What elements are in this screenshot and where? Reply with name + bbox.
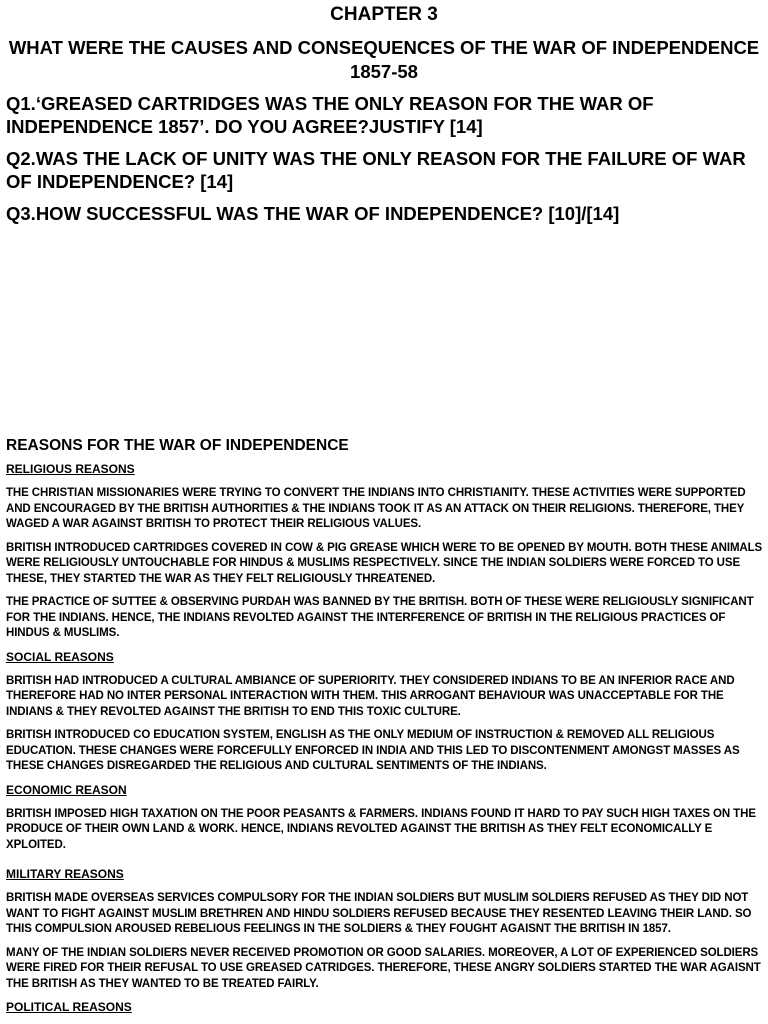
reasons-section [6, 436, 764, 1024]
economic-paragraph-1: BRITISH IMPOSED HIGH TAXATION ON THE POOR PEASANTS & FARMERS. INDIANS FOUND IT HARD TO PAY SUCH HIGH TAXES ON THE PRODUCE OF THEIR OWN LAND & WORK. HENCE, INDIANS REVOLTED AGAINST THE BRITISH AS THEY FELT ECONOMICALLY E XPLOITED. [6, 807, 756, 851]
political-reasons-heading: POLITICAL REASONS [6, 1000, 132, 1014]
question-2: Q2.WAS THE LACK OF UNITY WAS THE ONLY REASON FOR THE FAILURE OF WAR OF INDEPENDENCE? [14] [6, 148, 746, 192]
social-paragraph-2: BRITISH INTRODUCED CO EDUCATION SYSTEM, ENGLISH AS THE ONLY MEDIUM OF INSTRUCTION & REMOVED ALL RELIGIOUS EDUCATION. THESE CHANGES WERE FORCEFULLY ENFORCED IN INDIA AND THIS LED TO DISCONTENMENT AMONGST MASSES AS THESE CHANGES DISREGARDED THE RELIGIOUS AND CULTURAL SENTIMENTS OF THE INDIANS. [6, 729, 740, 772]
economic-reason-heading: ECONOMIC REASON [6, 782, 127, 797]
religious-paragraph-2: BRITISH INTRODUCED CARTRIDGES COVERED IN COW & PIG GREASE WHICH WERE TO BE OPENED BY MOUTH. BOTH THESE ANIMALS WERE RELIGIOUSLY UNTOUCHABLE FOR HINDUS & MUSLIMS RESPECTIVELY. SINCE THE INDIAN SOLDIERS WERE FORCED TO USE THESE, THEY STARTED THE WAR AS THEY FELT RELIGIOUSLY THREATENED. [6, 541, 763, 585]
question-list [6, 92, 762, 234]
religious-paragraph-1: THE CHRISTIAN MISSIONARIES WERE TRYING TO CONVERT THE INDIANS INTO CHRISTIANITY. THESE ACTIVITIES WERE SUPPORTED AND ENCOURAGED BY THE BRITISH AUTHORITIES & THE INDIANS TOOK IT AS AN ATTACK ON THEIR RELIGIONS. THEREFORE, THEY WAGED A WAR AGAINST BRITISH TO PROTECT THEIR RELIGIOUS VALUES. [6, 487, 746, 530]
reasons-heading: REASONS FOR THE WAR OF INDEPENDENCE [6, 437, 349, 454]
religious-reasons-heading: RELIGIOUS REASONS [6, 462, 135, 476]
question-1: Q1.‘GREASED CARTRIDGES WAS THE ONLY REASON FOR THE WAR OF INDEPENDENCE 1857’. DO YOU AGREE?JUSTIFY [14] [6, 93, 654, 137]
religious-paragraph-3: THE PRACTICE OF SUTTEE & OBSERVING PURDAH WAS BANNED BY THE BRITISH. BOTH OF THESE WERE RELIGIOUSLY SIGNIFICANT FOR THE INDIANS. HENCE, THE INDIANS REVOLTED AGAINST THE INTERFERENCE OF BRITISH IN THE RELIGIOUS PRACTICES OF HINDUS & MUSLIMS. [6, 596, 754, 639]
military-paragraph-2: MANY OF THE INDIAN SOLDIERS NEVER RECEIVED PROMOTION OR GOOD SALARIES. MOREOVER, A LOT OF EXPERIENCED SOLDIERS WERE FIRED FOR THEIR REFUSAL TO USE GREASED CATRIDGES. THEREFORE, THESE ANGRY SOLDIERS STARTED THE WAR AGAISNT THE BRITISH AS THEY WANTED TO BE TREATED FAIRLY. [6, 946, 761, 990]
question-3: Q3.HOW SUCCESSFUL WAS THE WAR OF INDEPENDENCE? [10]/[14] [6, 203, 620, 224]
chapter-number: CHAPTER 3 [330, 4, 438, 25]
social-reasons-heading: SOCIAL REASONS [6, 649, 114, 664]
social-paragraph-1: BRITISH HAD INTRODUCED A CULTURAL AMBIANCE OF SUPERIORITY. THEY CONSIDERED INDIANS TO BE AN INFERIOR RACE AND THEREFORE HAD NO INTER PERSONAL INTERACTION WITH THEM. THIS ARROGANT BEHAVIOUR WAS UNACCEPTABLE FOR THE INDIANS & THEY REVOLTED AGAINST THE BRITISH TO END THIS TOXIC CULTURE. [6, 674, 735, 718]
chapter-title: WHAT WERE THE CAUSES AND CONSEQUENCES OF THE WAR OF INDEPENDENCE 1857-58 [8, 37, 760, 82]
military-reasons-heading: MILITARY REASONS [6, 867, 124, 881]
military-paragraph-1: BRITISH MADE OVERSEAS SERVICES COMPULSORY FOR THE INDIAN SOLDIERS BUT MUSLIM SOLDIERS REFUSED AS THEY DID NOT WANT TO FIGHT AGAINST MUSLIM BRETHREN AND HINDU SOLDIERS REFUSED BECAUSE THEY RESENTED LEAVING THEIR LAND. SO THIS COMPULSION AROUSED REBELIOUS FEELINGS IN THE SOLDIERS & THEY FOUGHT AGAISNT THE BRITISH IN 1857. [6, 892, 752, 935]
